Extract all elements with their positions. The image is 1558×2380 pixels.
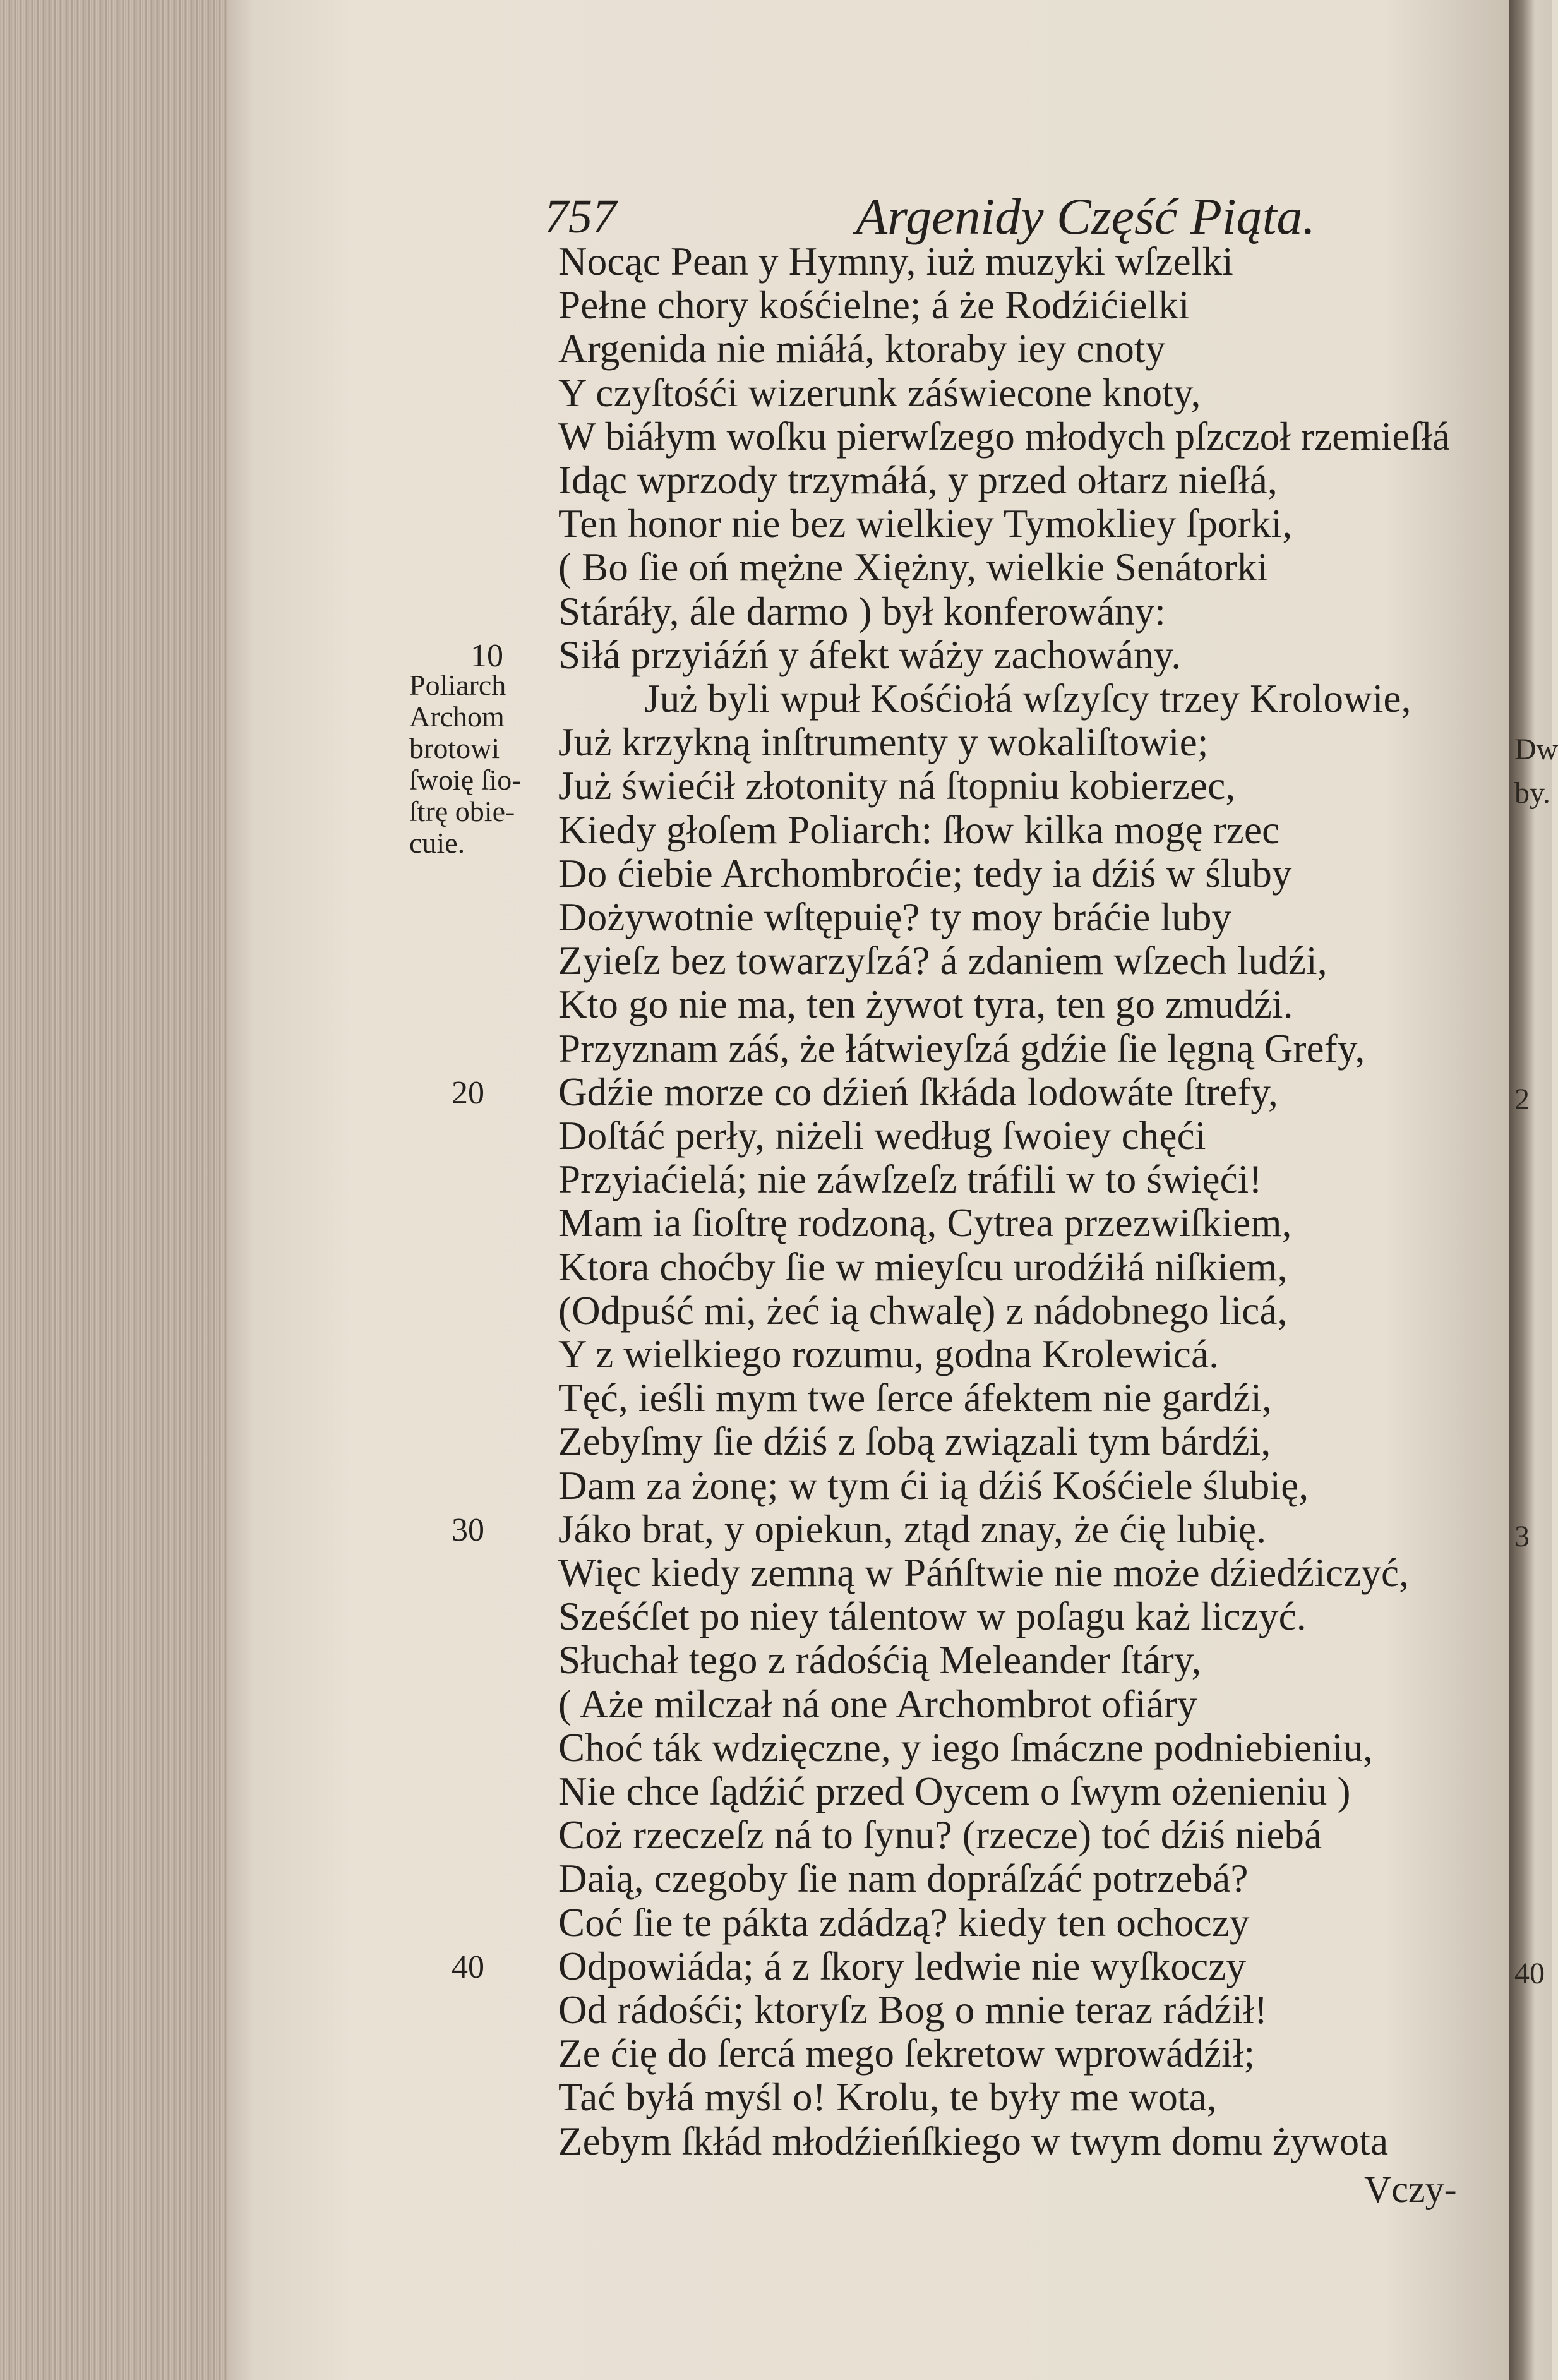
verse-line: Już byli wpuł Kośćiołá wſzyſcy trzey Krolowie, bbox=[644, 676, 1411, 721]
facing-page-fragment: by. bbox=[1514, 776, 1550, 810]
catchword: Vczy- bbox=[1364, 2168, 1457, 2210]
line-number: 20 bbox=[452, 1074, 484, 1111]
verse-line: Słuchał tego z rádośćią Meleander ſtáry, bbox=[558, 1638, 1202, 1683]
verse-line: Tęć, ieśli mym twe ſerce áfektem nie gardźi, bbox=[558, 1376, 1273, 1421]
margin-note-line: brotowi bbox=[409, 732, 500, 764]
verse-line: Y czyſtośći wizerunk záświecone knoty, bbox=[558, 370, 1201, 415]
verse-line: Stáráły, ále darmo ) był konferowány: bbox=[558, 589, 1166, 634]
book-gutter bbox=[1509, 0, 1552, 2380]
verse-line: Ktora choćby ſie w mieyſcu urodźiłá niſkiem, bbox=[558, 1244, 1288, 1289]
verse-line: Siłá przyiáźń y áfekt wáży zachowány. bbox=[558, 632, 1182, 677]
line-number: 40 bbox=[452, 1949, 484, 1985]
verse-line: Daią, czegoby ſie nam dopráſzáć potrzebá? bbox=[558, 1856, 1249, 1901]
verse-line: Mam ia ſioſtrę rodzoną, Cytrea przezwiſkiem, bbox=[558, 1201, 1292, 1246]
page-stack-edge bbox=[0, 0, 253, 2380]
facing-page-fragment: 3 bbox=[1514, 1519, 1530, 1553]
margin-note-line: cuie. bbox=[409, 827, 465, 859]
verse-line: Już świećił złotonity ná ſtopniu kobierzec, bbox=[558, 764, 1236, 808]
verse-line: Ten honor nie bez wielkiey Tymokliey ſporki, bbox=[558, 502, 1293, 546]
verse-line: Doſtáć perły, niżeli według ſwoiey chęći bbox=[558, 1114, 1206, 1158]
verse-line: ( Aże milczał ná one Archombrot ofiáry bbox=[558, 1681, 1197, 1726]
page-number: 757 bbox=[544, 190, 616, 243]
verse-line: W biáłym woſku pierwſzego młodych pſzczoł rzemieſłá bbox=[558, 414, 1451, 459]
facing-page-fragment: Dw bbox=[1514, 733, 1558, 767]
verse-line: ( Bo ſie oń mężne Xiężny, wielkie Senátorki bbox=[558, 545, 1269, 590]
verse-line: Do ćiebie Archombroćie; tedy ia dźiś w śluby bbox=[558, 851, 1292, 896]
facing-page-fragment: 2 bbox=[1514, 1082, 1530, 1116]
margin-note-line: Archom bbox=[409, 700, 505, 733]
verse-line: Zebyſmy ſie dźiś z ſobą związali tym bárdźi, bbox=[558, 1419, 1271, 1464]
verse-line: Dożywotnie wſtępuię? ty moy bráćie luby bbox=[558, 895, 1232, 939]
verse-line: Ze ćię do ſercá mego ſekretow wprowádźił; bbox=[558, 2031, 1255, 2076]
verse-line: Już krzykną inſtrumenty y wokaliſtowie; bbox=[558, 720, 1209, 765]
verse-line: Gdźie morze co dźień ſkłáda lodowáte ſtrefy, bbox=[558, 1069, 1278, 1114]
verse-line: Więc kiedy zemną w Páńſtwie nie może dźiedźiczyć, bbox=[558, 1551, 1410, 1595]
verse-line: Argenida nie miáłá, ktoraby iey cnoty bbox=[558, 327, 1166, 371]
verse-line: (Odpuść mi, żeć ią chwalę) z nádobnego licá, bbox=[558, 1288, 1288, 1333]
verse-line: Coć ſie te pákta zdádzą? kiedy ten ochoczy bbox=[558, 1900, 1250, 1945]
margin-note-line: ſwoię ſio- bbox=[409, 764, 522, 796]
verse-line: Coż rzeczeſz ná to ſynu? (rzecze) toć dźiś niebá bbox=[558, 1813, 1322, 1858]
verse-line: Zebym ſkłád młodźieńſkiego w twym domu żywota bbox=[558, 2119, 1389, 2163]
margin-note-line: Poliarch bbox=[409, 669, 506, 701]
verse-line: Zyieſz bez towarzyſzá? á zdaniem wſzech ludźi, bbox=[558, 939, 1327, 983]
verse-line: Odpowiáda; á z ſkory ledwie nie wyſkoczy bbox=[558, 1944, 1247, 1988]
verse-line: Jáko brat, y opiekun, ztąd znay, że ćię lubię. bbox=[558, 1506, 1267, 1551]
verse-line: Nie chce ſądźić przed Oycem o ſwym ożenieniu ) bbox=[558, 1769, 1351, 1813]
line-number: 10 bbox=[470, 637, 503, 674]
verse-line: Przyznam záś, że łátwieyſzá gdźie ſie lęgną Grefy, bbox=[558, 1026, 1365, 1071]
verse-line: Pełne chory kośćielne; á że Rodźićielki bbox=[558, 283, 1190, 328]
verse-line: Tać byłá myśl o! Krolu, te były me wota, bbox=[558, 2075, 1217, 2120]
facing-page-fragment: 40 bbox=[1514, 1956, 1545, 1990]
verse-line: Od rádośći; ktoryſz Bog o mnie teraz rádźił! bbox=[558, 1988, 1268, 2032]
verse-line: Nocąc Pean y Hymny, iuż muzyki wſzelki bbox=[558, 239, 1233, 284]
verse-line: Sześćſet po niey tálentow w poſagu każ liczyć. bbox=[558, 1594, 1307, 1639]
line-number: 30 bbox=[452, 1512, 484, 1548]
verse-line: Dam za żonę; w tym ći ią dźiś Kośćiele ślubię, bbox=[558, 1463, 1309, 1508]
margin-note-line: ſtrę obie- bbox=[409, 795, 515, 827]
running-title: Argenidy Część Piąta. bbox=[856, 188, 1315, 245]
verse-line: Kiedy głoſem Poliarch: ſłow kilka mogę rzec bbox=[558, 807, 1280, 852]
verse-line: Przyiaćielá; nie záwſzeſz tráfili w to święći! bbox=[558, 1157, 1262, 1202]
verse-line: Y z wielkiego rozumu, godna Krolewicá. bbox=[558, 1332, 1219, 1376]
verse-line: Idąc wprzody trzymáłá, y przed ołtarz nieſłá, bbox=[558, 458, 1278, 502]
verse-line: Choć ták wdzięczne, y iego ſmáczne podniebieniu, bbox=[558, 1725, 1374, 1770]
verse-line: Kto go nie ma, ten żywot tyra, ten go zmudźi. bbox=[558, 982, 1293, 1027]
